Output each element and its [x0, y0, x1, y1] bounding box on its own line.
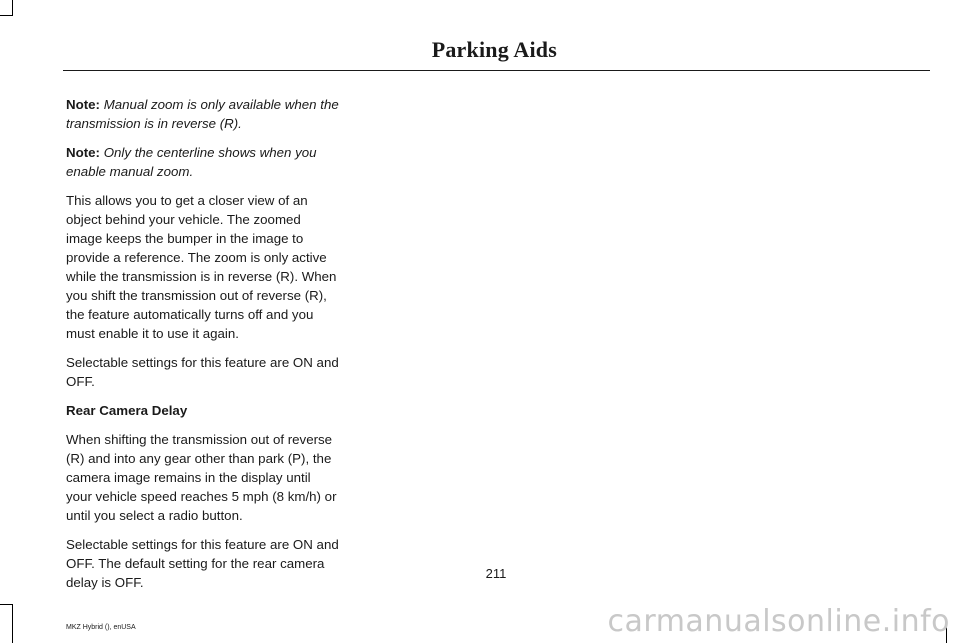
zoom-description-paragraph: This allows you to get a closer view of an object behind your vehicle. The zoomed image keeps the bumper in the image to provide a reference. The zoom is only active while the transmission is in reverse (R). When you shift the transmission out of reverse (R), the feature automatically turns off and you must enable it to use it again. [66, 193, 337, 341]
crop-mark-top-left-vertical [12, 0, 13, 16]
rear-camera-delay-heading: Rear Camera Delay [66, 403, 188, 418]
main-text-column [66, 95, 340, 602]
note-label: Note: [66, 145, 100, 160]
header-divider [63, 70, 930, 71]
document-identifier: MKZ Hybrid (), enUSA [66, 624, 136, 631]
note-text: Only the centerline shows when you enable manual zoom. [66, 145, 317, 179]
crop-mark-bottom-left-vertical [12, 604, 13, 643]
note-text: Manual zoom is only available when the transmission is in reverse (R). [66, 97, 339, 131]
zoom-settings-paragraph: Selectable settings for this feature are ON and OFF. [66, 355, 339, 389]
note-centerline [66, 143, 340, 181]
crop-mark-top-left-horizontal [0, 15, 12, 16]
rear-camera-delay-description: When shifting the transmission out of reverse (R) and into any gear other than park (P), the camera image remains in the display until your vehicle speed reaches 5 mph (8 km/h) or until you select a radio button. [66, 432, 337, 523]
note-label: Note: [66, 97, 100, 112]
watermark: carmanualsonline.info [607, 604, 950, 639]
page-number: 211 [485, 566, 507, 581]
page-section-title: Parking Aids [431, 37, 557, 62]
rear-camera-delay-settings: Selectable settings for this feature are ON and OFF. The default setting for the rear camera delay is OFF. [66, 537, 339, 590]
note-manual-zoom [66, 95, 340, 133]
crop-mark-bottom-left-horizontal [0, 604, 12, 605]
